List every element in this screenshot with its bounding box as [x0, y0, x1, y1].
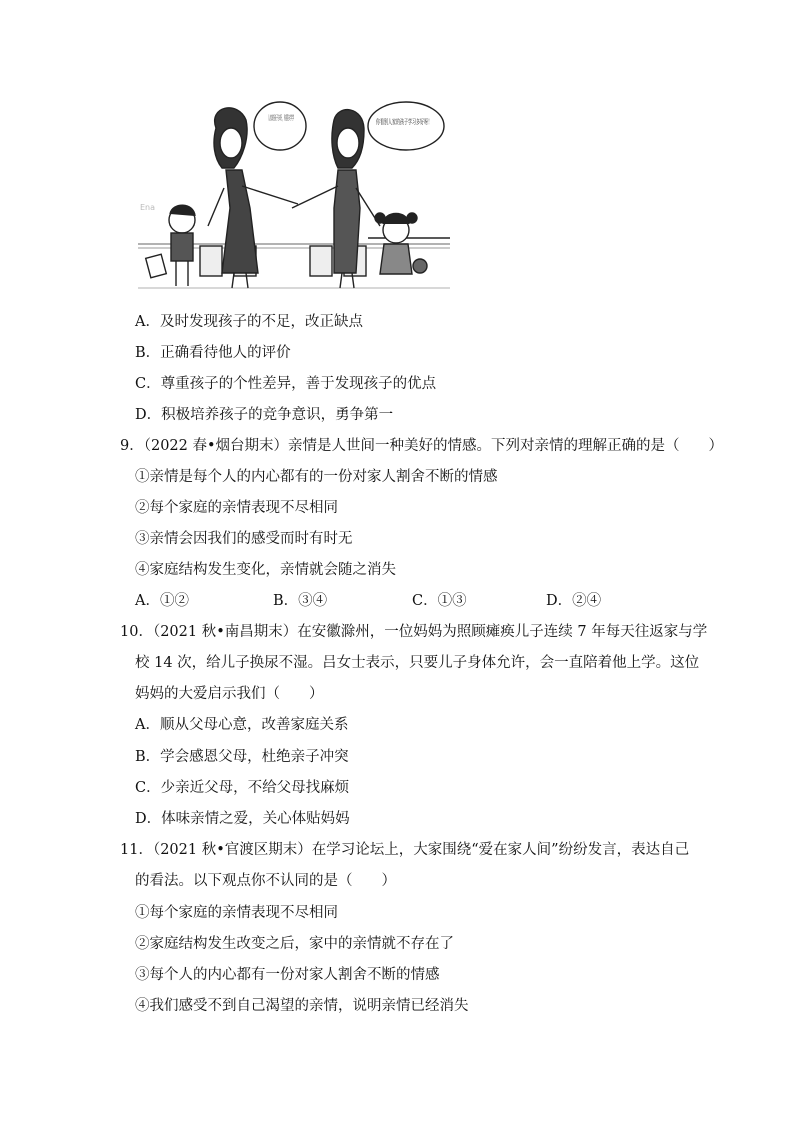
bubble-right-text: 你看别人家的孩子学习多好呀！	[376, 118, 474, 126]
q9-item-3: ③亲情会因我们的感受而时有时无	[135, 531, 353, 547]
q9-option-d: D．②④	[546, 593, 602, 609]
q11-item-1: ①每个家庭的亲情表现不尽相同	[135, 905, 338, 921]
q10-stem-line-2: 校 14 次，给儿子换尿不湿。吕女士表示，只要儿子身体允许，会一直陪着他上学。这位	[135, 655, 700, 671]
q11-item-3: ③每个人的内心都有一份对家人割舍不断的情感	[135, 967, 440, 983]
q9-option-c: C．①③	[412, 593, 467, 609]
q8-option-a: A．及时发现孩子的不足，改正缺点	[135, 314, 363, 330]
q10-option-a: A．顺从父母心意，改善家庭关系	[135, 717, 349, 733]
bubble-left-text: 人家的孩子多好，你要多学学	[268, 114, 359, 122]
q10-stem-line-1: 10．（2021 秋•南昌期末）在安徽滁州，一位妈妈为照顾瘫痪儿子连续 7 年每天往返家与学	[120, 624, 708, 640]
q11-stem-line-1: 11．（2021 秋•官渡区期末）在学习论坛上，大家围绕“爱在家人间”纷纷发言，表达自己	[120, 842, 690, 858]
watermark: Ena	[140, 203, 156, 212]
q9-option-a: A．①②	[135, 593, 189, 609]
q8-option-b: B．正确看待他人的评价	[135, 345, 291, 361]
q10-option-d: D．体味亲情之爱，关心体贴妈妈	[135, 811, 350, 827]
q9-item-2: ②每个家庭的亲情表现不尽相同	[135, 500, 338, 516]
q10-stem-line-3: 妈妈的大爱启示我们（ ）	[135, 686, 324, 702]
q8-option-d: D．积极培养孩子的竞争意识，勇争第一	[135, 407, 394, 423]
q9-item-1: ①亲情是每个人的内心都有的一份对家人割舍不断的情感	[135, 469, 498, 485]
q10-option-b: B．学会感恩父母，杜绝亲子冲突	[135, 749, 349, 765]
q10-option-c: C．少亲近父母，不给父母找麻烦	[135, 780, 350, 796]
q11-item-4: ④我们感受不到自己渴望的亲情，说明亲情已经消失	[135, 998, 469, 1014]
q11-item-2: ②家庭结构发生改变之后，家中的亲情就不存在了	[135, 936, 454, 952]
q9-item-4: ④家庭结构发生变化，亲情就会随之消失	[135, 562, 396, 578]
q8-option-c: C．尊重孩子的个性差异，善于发现孩子的优点	[135, 376, 437, 392]
q9-stem: 9．（2022 春•烟台期末）亲情是人世间一种美好的情感。下列对亲情的理解正确的是（ ）	[120, 438, 724, 454]
q11-stem-line-2: 的看法。以下观点你不认同的是（ ）	[135, 873, 396, 889]
q9-option-b: B．③④	[273, 593, 328, 609]
cartoon-illustration	[138, 98, 474, 296]
